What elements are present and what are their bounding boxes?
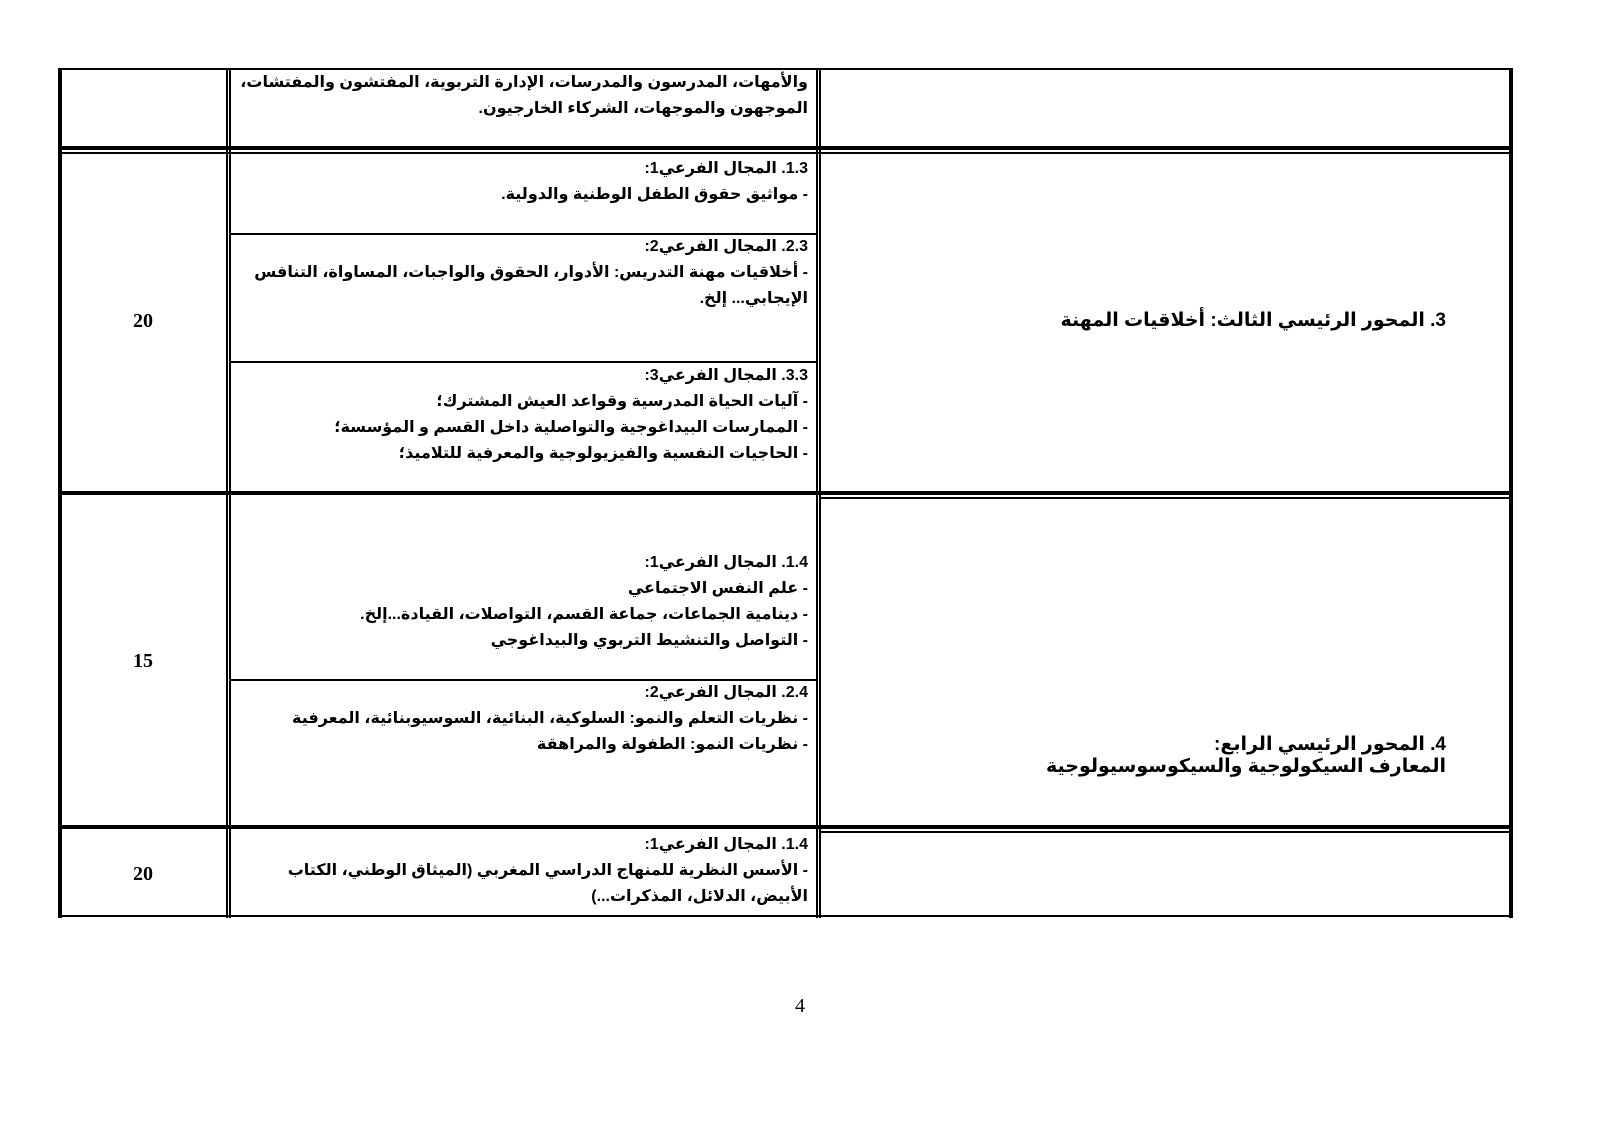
row2-axis-title <box>1046 734 1446 778</box>
row2-sub2-title: 2.4. المجال الفرعي2: <box>644 684 808 701</box>
row0-text <box>236 70 808 122</box>
row2-sub2-item-1: - نظريات التعلم والنمو: السلوكية، البنائية، السوسيوبنائية، المعرفية <box>292 710 808 727</box>
row2-subdomain-1 <box>236 550 808 654</box>
row-separator-2b <box>819 497 1513 499</box>
curriculum-table <box>58 68 1516 918</box>
row-separator-2 <box>58 491 1513 495</box>
row1-sub1-item: - مواثيق حقوق الطفل الوطنية والدولية. <box>501 186 808 203</box>
row2-subdomain-2 <box>236 680 808 758</box>
table-border-bottom <box>58 915 1513 917</box>
row1-subdomain-1 <box>236 156 808 208</box>
row2-sub1-title: 1.4. المجال الفرعي1: <box>644 554 808 571</box>
row-separator-3b <box>819 831 1513 833</box>
row3-hours: 20 <box>133 863 153 885</box>
row1-sub3-item-2: - الممارسات البيداغوجية والتواصلية داخل القسم و المؤسسة؛ <box>334 419 808 436</box>
row3-sub1-title: 1.4. المجال الفرعي1: <box>644 836 808 853</box>
row-separator-3 <box>58 825 1513 829</box>
row1-subdomain-3 <box>236 363 808 467</box>
row2-hours: 15 <box>133 650 153 672</box>
row1-sub3-title: 3.3. المجال الفرعي3: <box>644 367 808 384</box>
row3-subdomain-1 <box>236 832 808 910</box>
row-separator-1 <box>58 146 1513 150</box>
row-separator-1b <box>58 152 1513 154</box>
row1-hours: 20 <box>133 310 153 332</box>
row1-sub2-item: - أخلاقيات مهنة التدريس: الأدوار، الحقوق والواجبات، المساواة، التنافس الإيجابي... إلخ. <box>254 264 808 307</box>
row0-line2: الموجهون والموجهات، الشركاء الخارجيون. <box>478 100 808 117</box>
row2-sub1-item-3: - التواصل والتنشيط التربوي والبيداغوجي <box>490 632 808 649</box>
row2-sub1-item-1: - علم النفس الاجتماعي <box>627 580 808 597</box>
row1-subdomain-2 <box>236 234 808 312</box>
row1-sub3-item-3: - الحاجيات النفسية والفيزيولوجية والمعرفية للتلاميذ؛ <box>398 445 808 462</box>
row1-axis-title: 3. المحور الرئيسي الثالث: أخلاقيات المهنة <box>1060 310 1446 331</box>
row3-sub1-item: - الأسس النظرية للمنهاج الدراسي المغربي (الميثاق الوطني، الكتاب الأبيض، الدلائل، المذكرات...) <box>287 862 808 905</box>
row2-axis-line2: المعارف السيكولوجية والسيكوسوسيولوجية <box>1045 756 1446 777</box>
row1-sub3-item-1: - آليات الحياة المدرسية وقواعد العيش المشترك؛ <box>436 393 808 410</box>
row2-sub2-item-2: - نظريات النمو: الطفولة والمراهقة <box>536 736 808 753</box>
row2-sub1-item-2: - دينامية الجماعات، جماعة القسم، التواصلات، القيادة...إلخ. <box>360 606 808 623</box>
page-number: 4 <box>795 995 805 1017</box>
row2-axis-line1: 4. المحور الرئيسي الرابع: <box>1214 734 1446 755</box>
row1-sub2-title: 2.3. المجال الفرعي2: <box>644 238 808 255</box>
row0-line1: والأمهات، المدرسون والمدرسات، الإدارة التربوية، المفتشون والمفتشات، <box>240 74 808 91</box>
row1-sub1-title: 1.3. المجال الفرعي1: <box>644 160 808 177</box>
